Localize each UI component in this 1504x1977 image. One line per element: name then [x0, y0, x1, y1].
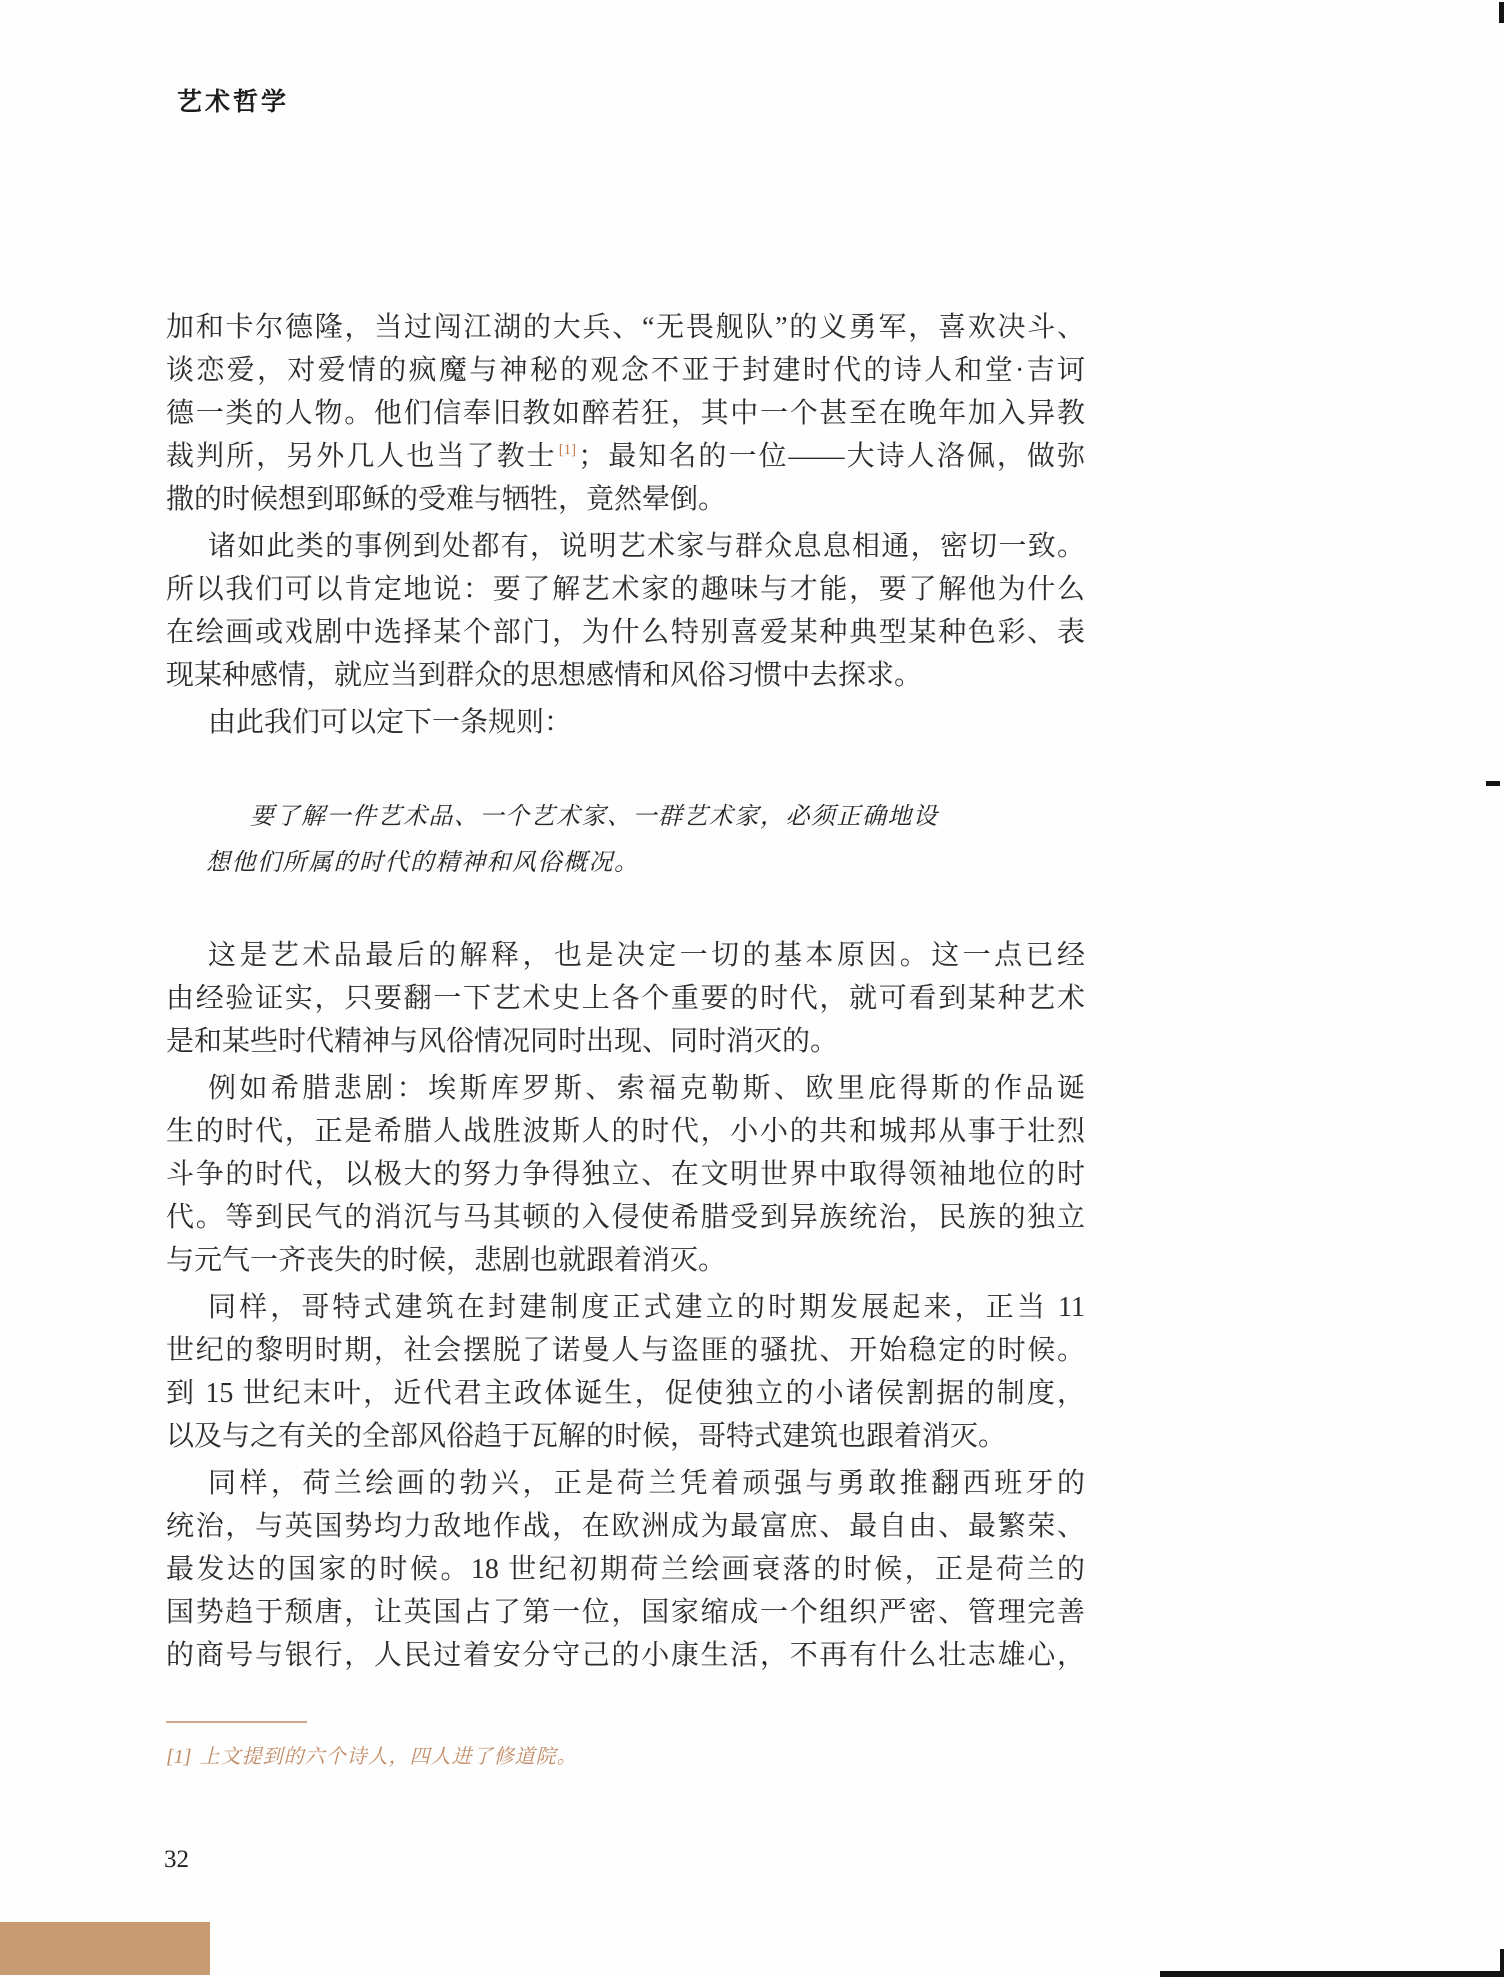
text-line: 现某种感情，就应当到群众的思想感情和风俗习惯中去探求。 — [166, 660, 923, 691]
text-segment: ；最知名的一位——大诗人洛佩，做弥 — [578, 441, 1085, 472]
text-line: 国势趋于颓唐，让英国占了第一位，国家缩成一个组织严密、管理完善 — [166, 1597, 1085, 1628]
text-line: 由经验证实，只要翻一下艺术史上各个重要的时代，就可看到某种艺术 — [166, 983, 1085, 1014]
text-line: 世纪的黎明时期，社会摆脱了诺曼人与盗匪的骚扰、开始稳定的时候。 — [166, 1335, 1085, 1366]
text-line: 生的时代，正是希腊人战胜波斯人的时代，小小的共和城邦从事于壮烈 — [166, 1116, 1085, 1147]
paragraph — [166, 525, 1085, 697]
paragraph — [166, 1286, 1085, 1458]
text-line: 谈恋爱，对爱情的疯魔与神秘的观念不亚于封建时代的诗人和堂·吉诃 — [166, 355, 1085, 386]
paragraph — [166, 306, 1085, 521]
text-line: 斗争的时代，以极大的努力争得独立、在文明世界中取得领袖地位的时 — [166, 1159, 1085, 1190]
footnote — [166, 1740, 578, 1769]
footnote-ref: [1] — [558, 442, 577, 458]
text-line: 德一类的人物。他们信奉旧教如醉若狂，其中一个甚至在晚年加入异教 — [166, 398, 1085, 429]
paragraph — [166, 1462, 1085, 1677]
scan-mark-right-edge — [1486, 781, 1500, 786]
text-line — [166, 435, 1085, 478]
text-line: 统治，与英国势均力敌地作战，在欧洲成为最富庶、最自由、最繁荣、 — [166, 1511, 1085, 1542]
accent-block — [0, 1922, 210, 1975]
text-line: 例如希腊悲剧：埃斯库罗斯、索福克勒斯、欧里庇得斯的作品诞 — [208, 1073, 1085, 1104]
text-line: 同样，哥特式建筑在封建制度正式建立的时期发展起来，正当 11 — [208, 1292, 1085, 1323]
text-line: 是和某些时代精神与风俗情况同时出现、同时消灭的。 — [166, 1026, 839, 1057]
text-line: 所以我们可以肯定地说：要了解艺术家的趣味与才能，要了解他为什么 — [166, 574, 1085, 605]
text-line: 诸如此类的事例到处都有，说明艺术家与群众息息相通，密切一致。 — [208, 531, 1085, 562]
text-line: 与元气一齐丧失的时候，悲剧也就跟着消灭。 — [166, 1245, 727, 1276]
text-line: 代。等到民气的消沉与马其顿的入侵使希腊受到异族统治，民族的独立 — [166, 1202, 1085, 1233]
paragraph — [166, 934, 1085, 1063]
paragraph — [166, 701, 1085, 744]
text-line: 这是艺术品最后的解释，也是决定一切的基本原因。这一点已经 — [208, 940, 1085, 971]
text-line: 撒的时候想到耶稣的受难与牺牲，竟然晕倒。 — [166, 484, 727, 515]
text-line: 最发达的国家的时候。18 世纪初期荷兰绘画衰落的时候，正是荷兰的 — [166, 1554, 1085, 1585]
text-line: 想他们所属的时代的精神和风俗概况。 — [206, 850, 640, 876]
footnote-marker: [1] — [166, 1746, 192, 1768]
running-head: 艺术哲学 — [177, 88, 290, 116]
text-line: 在绘画或戏剧中选择某个部门，为什么特别喜爱某种典型某种色彩、表 — [166, 617, 1085, 648]
page-number: 32 — [164, 1846, 189, 1873]
text-line: 以及与之有关的全部风俗趋于瓦解的时候，哥特式建筑也跟着消灭。 — [166, 1421, 1007, 1452]
scan-mark-bottom-right — [1500, 1949, 1504, 1977]
text-line: 的商号与银行，人民过着安分守己的小康生活，不再有什么壮志雄心， — [166, 1640, 1085, 1671]
body-text — [166, 306, 1085, 1681]
text-segment: 裁判所，另外几人也当了教士 — [166, 441, 557, 472]
quote-block — [206, 794, 939, 886]
text-line: 要了解一件艺术品、一个艺术家、一群艺术家，必须正确地设 — [250, 804, 939, 830]
text-line: 到 15 世纪末叶，近代君主政体诞生，促使独立的小诸侯割据的制度， — [166, 1378, 1085, 1409]
footnote-divider — [166, 1721, 307, 1723]
paragraph — [166, 1067, 1085, 1282]
text-line: 由此我们可以定下一条规则： — [208, 707, 573, 738]
text-line: 加和卡尔德隆，当过闯江湖的大兵、“无畏舰队”的义勇军，喜欢决斗、 — [166, 312, 1085, 343]
scan-mark-top-right — [1499, 2, 1504, 23]
scan-mark-bottom-bar — [1160, 1971, 1504, 1977]
footnote-text: 上文提到的六个诗人，四人进了修道院。 — [199, 1746, 578, 1768]
text-line: 同样，荷兰绘画的勃兴，正是荷兰凭着顽强与勇敢推翻西班牙的 — [208, 1468, 1085, 1499]
